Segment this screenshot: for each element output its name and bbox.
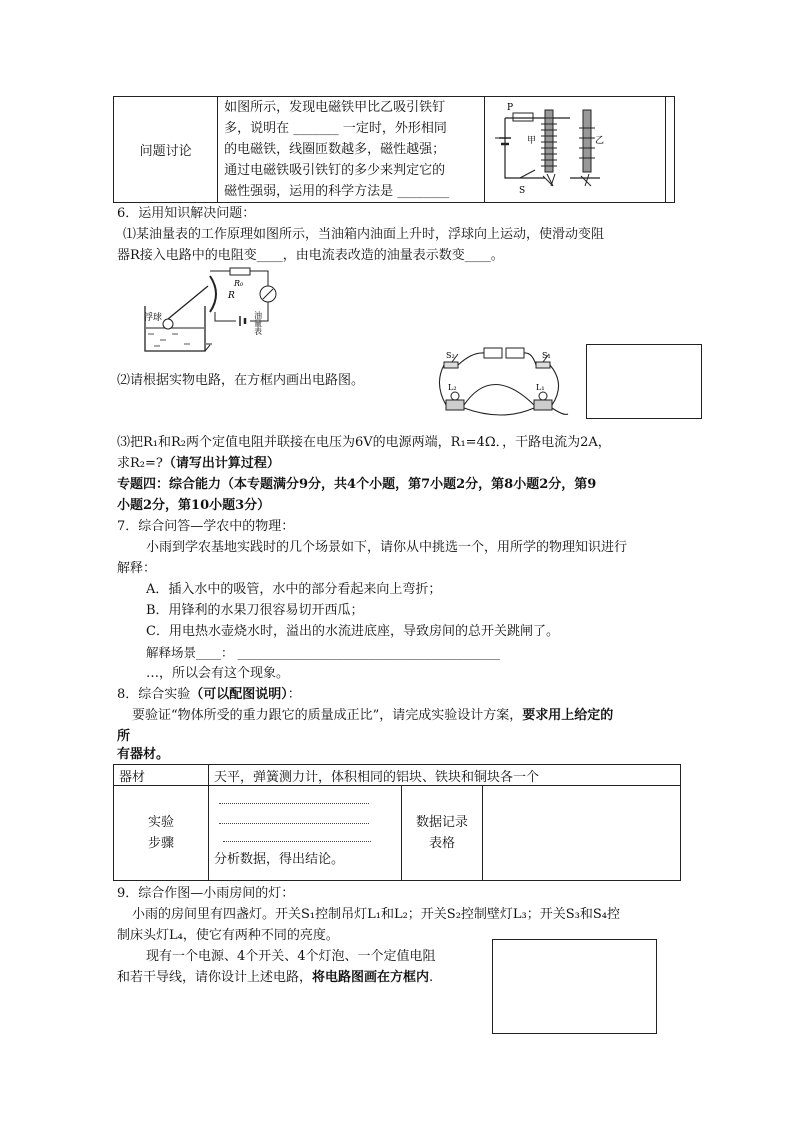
q7-intro-line2: 解释： bbox=[117, 561, 157, 576]
q8-intro bbox=[132, 706, 613, 726]
float-label: 浮球 bbox=[144, 313, 163, 323]
step-line[interactable] bbox=[219, 802, 369, 804]
discussion-label-cell bbox=[114, 97, 218, 203]
l2-label: L₂ bbox=[448, 383, 457, 392]
electromagnet-figure-cell bbox=[484, 97, 665, 203]
q6-part2: ⑵请根据实物电路，在方框内画出电路图。 bbox=[117, 373, 365, 388]
q8-title bbox=[117, 685, 301, 705]
physical-circuit-figure bbox=[432, 344, 572, 420]
q9-answer-box[interactable] bbox=[492, 939, 657, 1034]
discussion-line: 如图所示，发现电磁铁甲比乙吸引铁钉 bbox=[224, 100, 446, 115]
equipment-value-cell bbox=[209, 765, 681, 786]
steps-label-cell bbox=[114, 786, 209, 881]
q7-intro-line1: 小雨到学农基地实践时的几个场景如下，请你从中挑选一个，用所学的物理知识进行 bbox=[146, 540, 628, 555]
s2-label: S₂ bbox=[446, 351, 455, 360]
q9-line2: 制床头灯L₄，使它有两种不同的亮度。 bbox=[117, 928, 339, 943]
discussion-empty-cell bbox=[665, 97, 674, 203]
circuit-answer-box[interactable] bbox=[586, 344, 702, 419]
step-line[interactable] bbox=[219, 822, 369, 824]
q9-line4-text: 和若干导线，请你设计上述电路， bbox=[117, 970, 313, 985]
q6-part1-line2: 器R接入电路中的电阻变____，由电流表改造的油量表示数变____。 bbox=[117, 248, 504, 263]
equipment-label-cell bbox=[114, 765, 209, 786]
record-table-cell[interactable] bbox=[483, 786, 681, 881]
q7-option-a: A．插入水中的吸管，水中的部分看起来向上弯折； bbox=[146, 582, 442, 597]
r0-label: R₀ bbox=[234, 279, 244, 288]
q8-title-main: 8．综合实验 bbox=[117, 687, 191, 702]
electromagnet-figure bbox=[485, 98, 665, 198]
q8-intro-text: 要验证“物体所受的重力跟它的质量成正比”，请完成实验设计方案， bbox=[132, 708, 523, 723]
discussion-line: 多，说明在 _______ 一定时，外形相同 bbox=[224, 121, 447, 136]
q6-part3-instruction: （请写出计算过程） bbox=[162, 456, 280, 471]
steps-label-1: 实验 bbox=[147, 815, 174, 830]
meter-label: 油量表 bbox=[253, 311, 263, 335]
discussion-text-cell bbox=[218, 97, 484, 203]
q9-line4-instruction: 将电路图画在方框内 bbox=[312, 970, 430, 985]
discussion-table bbox=[113, 96, 675, 203]
q8-intro-requirement: 要求用上给定的 bbox=[522, 708, 614, 723]
q6-part1-line1: ⑴某油量表的工作原理如图所示，当油箱内油面上升时，浮球向上运动，使滑动变阻 bbox=[123, 227, 605, 242]
analysis-text: 分析数据，得出结论。 bbox=[214, 852, 345, 867]
q8-intro-wrap2: 有器材。 bbox=[117, 747, 170, 762]
discussion-line: 磁性强弱，运用的科学方法是 ________ bbox=[224, 184, 450, 199]
step-line[interactable] bbox=[223, 840, 371, 842]
equipment-label: 器材 bbox=[119, 769, 146, 785]
q8-intro-wrap1: 所 bbox=[117, 729, 131, 744]
label-yi: 乙 bbox=[594, 135, 604, 146]
q9-line4 bbox=[117, 968, 433, 988]
q7-explain[interactable]: 解释场景____： __________________________________________ bbox=[146, 645, 500, 660]
record-label-cell bbox=[402, 786, 483, 881]
label-s: S bbox=[518, 185, 525, 196]
q7-end: …，所以会有这个现象。 bbox=[146, 666, 290, 681]
discussion-line: 的电磁铁，线圈匝数越多，磁性越强； bbox=[224, 142, 446, 157]
discussion-label: 问题讨论 bbox=[139, 144, 192, 159]
discussion-line: 通过电磁铁吸引铁钉的多少来判定它的 bbox=[224, 163, 446, 178]
q6-part3-question: 求R₂=? bbox=[117, 456, 163, 471]
q7-option-c: C．用电热水壶烧水时，溢出的水流进底座，导致房间的总开关跳闸了。 bbox=[146, 624, 559, 639]
oil-gauge-figure bbox=[140, 266, 295, 360]
label-jia: 甲 bbox=[526, 135, 536, 146]
q6-part3-line1: ⑶把R₁和R₂两个定值电阻并联接在电压为6V的电源两端，R₁=4Ω．，干路电流为2A， bbox=[117, 435, 611, 450]
l1-label: L₁ bbox=[536, 383, 545, 392]
q9-line4-period: . bbox=[429, 970, 434, 985]
q9-line3: 现有一个电源、4个开关、4个灯泡、一个定值电阻 bbox=[146, 949, 436, 964]
q8-title-colon: ： bbox=[287, 687, 301, 702]
steps-label-2: 步骤 bbox=[147, 836, 174, 851]
q9-title: 9．综合作图—小雨房间的灯： bbox=[117, 886, 295, 901]
q8-title-note: （可以配图说明） bbox=[190, 687, 288, 702]
s1-label: S₁ bbox=[542, 351, 551, 360]
q9-line1: 小雨的房间里有四盏灯。开关S₁控制吊灯L₁和L₂；开关S₂控制壁灯L₃；开关S₃和S₄控 bbox=[132, 907, 621, 922]
equipment-value: 天平，弹簧测力计，体积相同的铝块、铁块和铜块各一个 bbox=[214, 769, 540, 785]
label-p: P bbox=[506, 102, 513, 113]
r-label: R bbox=[228, 291, 235, 301]
experiment-table bbox=[113, 764, 681, 881]
q6-title: 6．运用知识解决问题： bbox=[117, 206, 256, 221]
q6-part3-line2 bbox=[117, 454, 280, 474]
q7-title: 7．综合问答—学农中的物理： bbox=[117, 519, 295, 534]
topic4-line1: 专题四：综合能力（本专题满分9分，共4个小题，第7小题2分，第8小题2分，第9 bbox=[117, 477, 597, 492]
topic4-line2: 小题2分，第10小题3分） bbox=[117, 498, 271, 513]
record-label-1: 数据记录 bbox=[415, 815, 468, 830]
steps-input-cell[interactable] bbox=[209, 786, 402, 881]
record-label-2: 表格 bbox=[428, 836, 455, 851]
q7-option-b: B．用锋利的水果刀很容易切开西瓜； bbox=[146, 603, 364, 618]
